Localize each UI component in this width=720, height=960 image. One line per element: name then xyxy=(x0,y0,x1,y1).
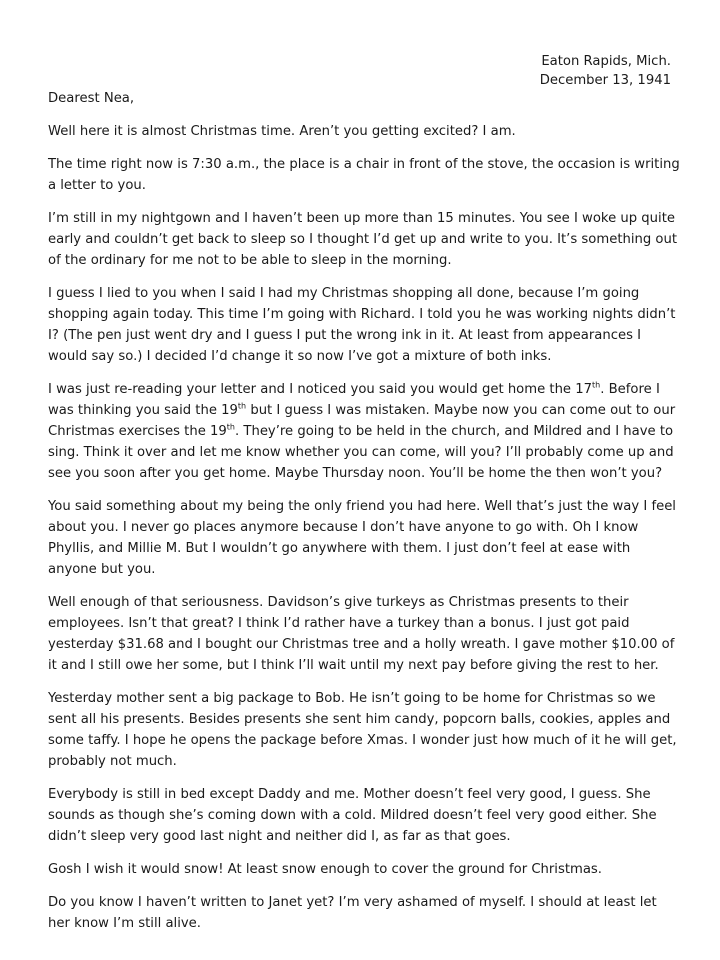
letter-date: December 13, 1941 xyxy=(539,73,671,88)
letter-place: Eaton Rapids, Mich. xyxy=(541,54,671,69)
paragraph-5-part-3: but I guess I was mistaken. Maybe now you can come out to our Christmas exercises the 19 xyxy=(48,403,676,439)
paragraph-8: Yesterday mother sent a big package to Bob. He isn’t going to be home for Christmas so we sent all his presents. Besides presents she sent him candy, popcorn balls, cookies, apples and some taffy. I hope he opens the package before Xmas. I wonder just how much of it he will get, probably not much. xyxy=(48,691,677,769)
paragraph-4: I guess I lied to you when I said I had my Christmas shopping all done, because I’m going shopping again today. This time I’m going with Richard. I told you he was working nights didn’t I? (The pen just went dry and I guess I put the wrong ink in it. At least from appearances I would say so.) I decided I’d change it so now I’ve got a mixture of both inks. xyxy=(48,286,676,364)
paragraph-5-part-4: . They’re going to be held in the church, and Mildred and I have to sing. Think it over and let me know whether you can come, will you? I’ll probably come up and see you soon after you get home. Maybe Thursday noon. You’ll be home the then won’t you? xyxy=(48,424,674,481)
paragraph-5-part-1: I was just re-reading your letter and I noticed you said you would get home the 17 xyxy=(48,382,593,397)
paragraph-1: Well here it is almost Christmas time. Aren’t you getting excited? I am. xyxy=(48,124,516,139)
letter-body xyxy=(48,121,680,946)
ordinal-suffix: th xyxy=(592,380,601,390)
paragraph-3: I’m still in my nightgown and I haven’t been up more than 15 minutes. You see I woke up quite early and couldn’t get back to sleep so I thought I’d get up and write to you. It’s something out of the ordinary for me not to be able to sleep in the morning. xyxy=(48,211,678,268)
paragraph-5 xyxy=(48,379,680,484)
paragraph-10: Gosh I wish it would snow! At least snow enough to cover the ground for Christmas. xyxy=(48,862,602,877)
letter-salutation: Dearest Nea, xyxy=(48,91,135,106)
ordinal-suffix: th xyxy=(237,401,247,411)
paragraph-11: Do you know I haven’t written to Janet yet? I’m very ashamed of myself. I should at least let her know I’m still alive. xyxy=(48,895,657,931)
ordinal-suffix: th xyxy=(226,422,236,432)
letter-heading xyxy=(540,52,671,90)
paragraph-7: Well enough of that seriousness. Davidson’s give turkeys as Christmas presents to their employees. Isn’t that great? I think I’d rather have a turkey than a bonus. I just got paid yesterday $31.68 and I bought our Christmas tree and a holly wreath. I gave mother $10.00 of it and I still owe her some, but I think I’ll wait until my next pay before giving the rest to her. xyxy=(48,595,675,673)
paragraph-5-part-2: . Before I was thinking you said the 19 xyxy=(48,382,660,418)
paragraph-6: You said something about my being the only friend you had here. Well that’s just the way I feel about you. I never go places anymore because I don’t have anyone to go with. Oh I know Phyllis, and Millie M. But I wouldn’t go anywhere with them. I just don’t feel at ease with anyone but you. xyxy=(48,499,676,577)
paragraph-9: Everybody is still in bed except Daddy and me. Mother doesn’t feel very good, I guess. She sounds as though she’s coming down with a cold. Mildred doesn’t feel very good either. She didn’t sleep very good last night and neither did I, as far as that goes. xyxy=(48,787,657,844)
paragraph-2: The time right now is 7:30 a.m., the place is a chair in front of the stove, the occasion is writing a letter to you. xyxy=(48,157,680,193)
